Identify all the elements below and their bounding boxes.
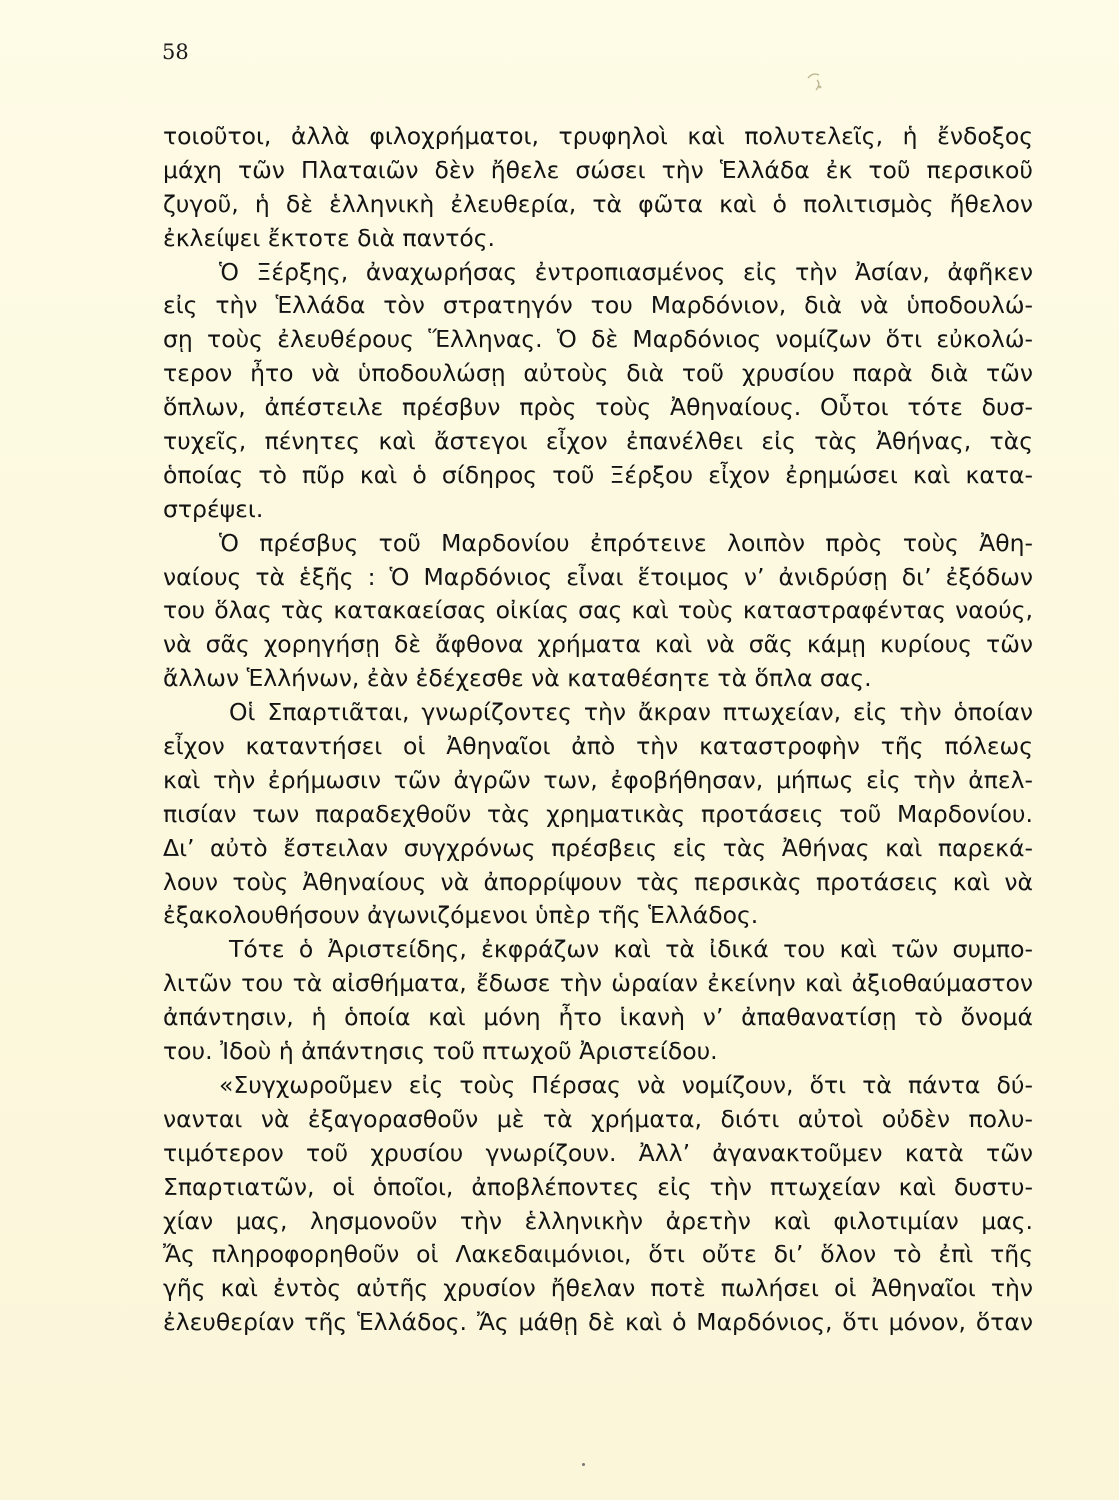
text-line: τιμότερον τοῦ χρυσίου γνωρίζουν. Ἀλλ’ ἀγανακτοῦμεν κατὰ τῶν (163, 1138, 1033, 1167)
text-line: καὶ τὴν ἐρήμωσιν τῶν ἀγρῶν των, ἐφοβήθησαν, μήπως εἰς τὴν ἀπελ- (163, 765, 1033, 794)
text-line: ἐλευθερίαν τῆς Ἑλλάδος. Ἄς μάθῃ δὲ καὶ ὁ Μαρδόνιος, ὅτι μόνον, ὅταν (163, 1308, 1033, 1337)
text-line: εἶχον καταντήσει οἱ Ἀθηναῖοι ἀπὸ τὴν καταστροφὴν τῆς πόλεως (163, 732, 1033, 761)
paragraph-start-line: «Συγχωροῦμεν εἰς τοὺς Πέρσας νὰ νομίζουν, ὅτι τὰ πάντα δύ- (219, 1070, 1033, 1099)
text-line: ἀπάντησιν, ἡ ὁποία καὶ μόνη ἦτο ἱκανὴ ν’ ἀπαθανατίσῃ τὸ ὄνομά (163, 1003, 1033, 1032)
text-line: νανται νὰ ἐξαγορασθοῦν μὲ τὰ χρήματα, διότι αὐτοὶ οὐδὲν πολυ- (163, 1104, 1033, 1133)
paragraph-start-line: Ὁ Ξέρξης, ἀναχωρήσας ἐντροπιασμένος εἰς τὴν Ἀσίαν, ἀφῆκεν (219, 257, 1033, 286)
text-line: ζυγοῦ, ἡ δὲ ἑλληνικὴ ἐλευθερία, τὰ φῶτα καὶ ὁ πολιτισμὸς ἤθελον (163, 189, 1033, 218)
text-line: του. Ἰδοὺ ἡ ἀπάντησις τοῦ πτωχοῦ Ἀριστείδου. (163, 1037, 718, 1066)
text-line: ὅπλων, ἀπέστειλε πρέσβυν πρὸς τοὺς Ἀθηναίους. Οὗτοι τότε δυσ- (163, 393, 1033, 422)
text-line: νὰ σᾶς χορηγήσῃ δὲ ἄφθονα χρήματα καὶ νὰ σᾶς κάμῃ κυρίους τῶν (163, 630, 1033, 659)
text-line: μάχη τῶν Πλαταιῶν δὲν ἤθελε σώσει τὴν Ἑλλάδα ἐκ τοῦ περσικοῦ (163, 155, 1033, 184)
text-line: χίαν μας, λησμονοῦν τὴν ἑλληνικὴν ἀρετὴν καὶ φιλοτιμίαν μας. (163, 1206, 1033, 1235)
text-line: του ὅλας τὰς κατακαείσας οἰκίας σας καὶ τοὺς καταστραφέντας ναούς, (163, 596, 1033, 625)
text-line: Δι’ αὐτὸ ἔστειλαν συγχρόνως πρέσβεις εἰς τὰς Ἀθήνας καὶ παρεκά- (163, 833, 1033, 862)
text-line: ἐκλείψει ἔκτοτε διὰ παντός. (163, 223, 495, 252)
text-line: λουν τοὺς Ἀθηναίους νὰ ἀπορρίψουν τὰς περσικὰς προτάσεις καὶ νὰ (163, 867, 1033, 896)
text-line: στρέψει. (163, 494, 264, 523)
paragraph-start-line: Οἱ Σπαρτιᾶται, γνωρίζοντες τὴν ἄκραν πτωχείαν, εἰς τὴν ὁποίαν (229, 698, 1033, 727)
text-line: γῆς καὶ ἐντὸς αὐτῆς χρυσίον ἤθελαν ποτὲ πωλήσει οἱ Ἀθηναῖοι τὴν (163, 1274, 1033, 1303)
paragraph-start-line: Τότε ὁ Ἀριστείδης, ἐκφράζων καὶ τὰ ἰδικά του καὶ τῶν συμπο- (229, 935, 1033, 964)
text-line: πισίαν των παραδεχθοῦν τὰς χρηματικὰς προτάσεις τοῦ Μαρδονίου. (163, 799, 1033, 828)
text-line: τυχεῖς, πένητες καὶ ἄστεγοι εἶχον ἐπανέλθει εἰς τὰς Ἀθήνας, τὰς (163, 427, 1033, 456)
ink-mark-icon (805, 70, 827, 94)
text-line: λιτῶν του τὰ αἰσθήματα, ἔδωσε τὴν ὡραίαν ἐκείνην καὶ ἀξιοθαύμαστον (163, 969, 1033, 998)
paragraph-start-line: Ὁ πρέσβυς τοῦ Μαρδονίου ἐπρότεινε λοιπὸν πρὸς τοὺς Ἀθη- (219, 528, 1033, 557)
text-line: ἄλλων Ἑλλήνων, ἐὰν ἐδέχεσθε νὰ καταθέσητε τὰ ὅπλα σας. (163, 664, 872, 693)
text-line: εἰς τὴν Ἑλλάδα τὸν στρατηγόν του Μαρδόνιον, διὰ νὰ ὑποδουλώ- (163, 291, 1033, 320)
text-line: τοιοῦτοι, ἀλλὰ φιλοχρήματοι, τρυφηλοὶ καὶ πολυτελεῖς, ἡ ἔνδοξος (163, 122, 1033, 150)
text-line: ὁποίας τὸ πῦρ καὶ ὁ σίδηρος τοῦ Ξέρξου εἶχον ἐρημώσει καὶ κατα- (163, 460, 1033, 489)
body-text (163, 120, 1033, 1340)
text-line: ναίους τὰ ἑξῆς : Ὁ Μαρδόνιος εἶναι ἕτοιμος ν’ ἀνιδρύσῃ δι’ ἐξόδων (163, 562, 1033, 591)
paper-speck (582, 1463, 585, 1466)
text-line: σῃ τοὺς ἐλευθέρους Ἕλληνας. Ὁ δὲ Μαρδόνιος νομίζων ὅτι εὐκολώ- (163, 325, 1033, 354)
text-line: Ἄς πληροφορηθοῦν οἱ Λακεδαιμόνιοι, ὅτι οὔτε δι’ ὅλον τὸ ἐπὶ τῆς (163, 1240, 1033, 1269)
text-line: τερον ἦτο νὰ ὑποδουλώσῃ αὐτοὺς διὰ τοῦ χρυσίου παρὰ διὰ τῶν (163, 359, 1033, 388)
text-line: Σπαρτιατῶν, οἱ ὁποῖοι, ἀποβλέποντες εἰς τὴν πτωχείαν καὶ δυστυ- (163, 1172, 1033, 1201)
text-line: ἐξακολουθήσουν ἀγωνιζόμενοι ὑπὲρ τῆς Ἑλλάδος. (163, 901, 759, 930)
page-number: 58 (162, 40, 189, 64)
